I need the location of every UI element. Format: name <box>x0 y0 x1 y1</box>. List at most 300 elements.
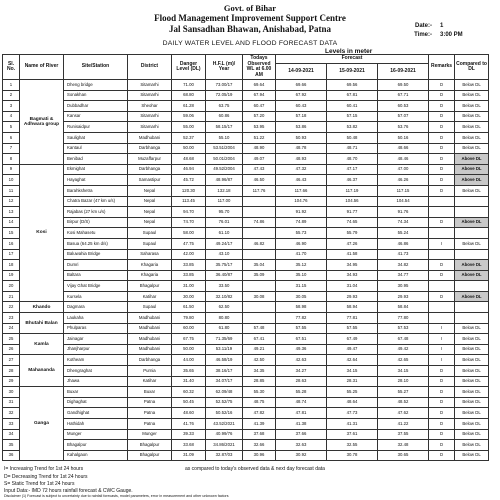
cell-station: Dagmara <box>64 302 128 313</box>
cell-forecast-2: 48.64 <box>327 397 378 408</box>
cell-forecast-1: 47.32 <box>276 164 327 175</box>
cell-sl-no: 7 <box>3 143 20 154</box>
cell-river-group: Bagmati & Adhwara group <box>20 80 64 165</box>
cell-remarks <box>429 281 455 292</box>
cell-forecast-1: 69.66 <box>276 80 327 91</box>
cell-remarks: D <box>429 408 455 419</box>
cell-forecast-3: 34.77 <box>378 270 429 281</box>
cell-danger-level: 61.28 <box>172 101 206 112</box>
cell-remarks: I <box>429 344 455 355</box>
date-line <box>415 23 470 29</box>
cell-forecast-3: 67.48 <box>378 334 429 345</box>
cell-remarks: D <box>429 185 455 196</box>
cell-forecast-3: 67.71 <box>378 90 429 101</box>
table-row <box>3 164 489 175</box>
cell-sl-no: 10 <box>3 175 20 186</box>
cell-observed: 67.94 <box>243 90 276 101</box>
cell-sl-no: 1 <box>3 80 20 91</box>
cell-hfl: 49.24/17 <box>206 238 243 249</box>
cell-observed <box>243 249 276 260</box>
cell-forecast-1: 46.90 <box>276 238 327 249</box>
cell-district: Bhagalpur <box>128 450 172 461</box>
table-row <box>3 291 489 302</box>
cell-compared: Below DL <box>455 111 489 122</box>
cell-forecast-1: 42.63 <box>276 355 327 366</box>
cell-forecast-2: 74.65 <box>327 217 378 228</box>
cell-station: Kantaul <box>64 143 128 154</box>
cell-district: Darbhanga <box>128 164 172 175</box>
table-row <box>3 387 489 398</box>
cell-remarks: D <box>429 217 455 228</box>
cell-forecast-2: 49.47 <box>327 344 378 355</box>
table-row <box>3 376 489 387</box>
cell-forecast-1: 46.43 <box>276 175 327 186</box>
table-row <box>3 90 489 101</box>
cell-remarks: I <box>429 355 455 366</box>
cell-station: Kursela <box>64 291 128 302</box>
cell-forecast-1: 57.55 <box>276 323 327 334</box>
cell-forecast-1: 30.92 <box>276 450 327 461</box>
cell-remarks: D <box>429 376 455 387</box>
cell-danger-level: 79.80 <box>172 313 206 324</box>
table-row <box>3 228 489 239</box>
cell-remarks <box>429 207 455 218</box>
cell-observed: 47.82 <box>243 408 276 419</box>
cell-remarks <box>429 249 455 260</box>
cell-forecast-2: 41.31 <box>327 419 378 430</box>
cell-remarks: D <box>429 111 455 122</box>
cell-danger-level: 71.00 <box>172 80 206 91</box>
cell-danger-level: 48.60 <box>172 408 206 419</box>
cell-hfl: 52.52/75 <box>206 397 243 408</box>
cell-station: Ekmighat <box>64 164 128 175</box>
cell-sl-no: 29 <box>3 376 20 387</box>
cell-district: Khagaria <box>128 260 172 271</box>
cell-remarks <box>429 313 455 324</box>
cell-forecast-1: 60.43 <box>276 101 327 112</box>
cell-remarks: D <box>429 429 455 440</box>
cell-hfl: 73.00/17 <box>206 80 243 91</box>
cell-hfl: 76.01 <box>206 217 243 228</box>
cell-district: Samastipur <box>128 175 172 186</box>
cell-observed: 74.86 <box>243 217 276 228</box>
cell-remarks <box>429 302 455 313</box>
cell-station: Kahalgaon <box>64 450 128 461</box>
cell-station: Phulparas <box>64 323 128 334</box>
cell-forecast-2: 47.17 <box>327 164 378 175</box>
cell-forecast-1: 49.36 <box>276 344 327 355</box>
cell-danger-level: 50.45 <box>172 397 206 408</box>
cell-forecast-2: 117.19 <box>327 185 378 196</box>
cell-forecast-2: 58.94 <box>327 302 378 313</box>
cell-river-group: Ganga <box>20 387 64 461</box>
cell-station: Jhawa <box>64 376 128 387</box>
cell-forecast-2: 67.81 <box>327 90 378 101</box>
cell-forecast-3: 34.15 <box>378 366 429 377</box>
cell-danger-level: 30.00 <box>172 291 206 302</box>
cell-station: Rajabas (27 km u/s) <box>64 207 128 218</box>
cell-sl-no: 9 <box>3 164 20 175</box>
cell-forecast-1: 91.92 <box>276 207 327 218</box>
cell-sl-no: 5 <box>3 122 20 133</box>
cell-observed: 57.48 <box>243 323 276 334</box>
cell-sl-no: 19 <box>3 270 20 281</box>
cell-remarks: D <box>429 440 455 451</box>
cell-forecast-3: 34.82 <box>378 260 429 271</box>
cell-danger-level: 44.00 <box>172 355 206 366</box>
date-label: Date:- <box>414 23 432 29</box>
legend-increasing: I= Increasing Trend for 1st 24 hours <box>4 466 84 472</box>
cell-observed <box>243 281 276 292</box>
cell-district: Patna <box>128 408 172 419</box>
cell-compared: Below DL <box>455 122 489 133</box>
cell-danger-level: 45.72 <box>172 175 206 186</box>
cell-forecast-3: 47.62 <box>378 408 429 419</box>
comparison-note: as compared to today's observed data & next day forecast data <box>185 466 325 472</box>
cell-danger-level: 94.70 <box>172 207 206 218</box>
cell-compared: Above DL <box>455 217 489 228</box>
cell-forecast-2: 28.31 <box>327 376 378 387</box>
cell-compared: Below DL <box>455 387 489 398</box>
cell-hfl: 36.40/87 <box>206 270 243 281</box>
col-date-1: 14-09-2021 <box>276 64 327 80</box>
cell-district: Supaul <box>128 228 172 239</box>
cell-observed: 49.07 <box>243 154 276 165</box>
cell-compared: Below DL <box>455 440 489 451</box>
cell-hfl: 60.86 <box>206 111 243 122</box>
cell-river-group: Kosi <box>20 164 64 302</box>
cell-sl-no: 34 <box>3 429 20 440</box>
cell-sl-no: 28 <box>3 366 20 377</box>
cell-observed: 69.64 <box>243 80 276 91</box>
cell-forecast-3: 58.84 <box>378 302 429 313</box>
cell-hfl: 58.15/17 <box>206 122 243 133</box>
cell-station: Kansar <box>64 111 128 122</box>
cell-observed <box>243 196 276 207</box>
cell-district: Sitamarhi <box>128 111 172 122</box>
units-note: Levels in meter <box>325 48 373 55</box>
cell-forecast-3: 47.00 <box>378 164 429 175</box>
time-label: Time:- <box>414 32 432 38</box>
cell-observed: 57.20 <box>243 111 276 122</box>
col-observed: Todays Observed WL at 6.00 AM <box>243 55 276 80</box>
col-hfl: H.F.L (m)/ Year <box>206 55 243 80</box>
cell-forecast-2: 104.56 <box>327 196 378 207</box>
cell-observed: 46.50 <box>243 175 276 186</box>
cell-compared <box>455 228 489 239</box>
cell-remarks: D <box>429 387 455 398</box>
cell-station: Vijay Ghat Bridge <box>64 281 128 292</box>
cell-hfl: 62.09/48 <box>206 387 243 398</box>
col-remarks: Remarks <box>429 55 455 80</box>
cell-forecast-3: 117.15 <box>378 185 429 196</box>
cell-remarks: D <box>429 260 455 271</box>
cell-hfl: 117.00 <box>206 196 243 207</box>
cell-compared: Below DL <box>455 185 489 196</box>
cell-forecast-2: 41.58 <box>327 249 378 260</box>
cell-compared: Below DL <box>455 408 489 419</box>
cell-danger-level: 59.06 <box>172 111 206 122</box>
cell-forecast-1: 31.15 <box>276 281 327 292</box>
cell-compared: Below DL <box>455 80 489 91</box>
cell-forecast-2: 50.48 <box>327 132 378 143</box>
cell-remarks: D <box>429 132 455 143</box>
table-row <box>3 143 489 154</box>
cell-sl-no: 24 <box>3 323 20 334</box>
cell-hfl: 32.10/82 <box>206 291 243 302</box>
cell-station: Dighaghat <box>64 397 128 408</box>
cell-compared: Below DL <box>455 101 489 112</box>
cell-forecast-2: 32.55 <box>327 440 378 451</box>
legend-decreasing: D= Decreasing Trend for 1st 24 hours <box>4 474 88 480</box>
cell-forecast-3: 29.93 <box>378 291 429 302</box>
cell-remarks <box>429 196 455 207</box>
table-row <box>3 313 489 324</box>
cell-forecast-1: 74.89 <box>276 217 327 228</box>
cell-district: Madhubani <box>128 334 172 345</box>
cell-remarks: D <box>429 164 455 175</box>
cell-district: Nepal <box>128 185 172 196</box>
cell-hfl: 61.10 <box>206 228 243 239</box>
cell-river-group: Khando <box>20 302 64 313</box>
cell-sl-no: 3 <box>3 101 20 112</box>
col-date-3: 16-09-2021 <box>378 64 429 80</box>
table-row <box>3 217 489 228</box>
cell-river-group: Kamla <box>20 334 64 355</box>
cell-remarks: I <box>429 323 455 334</box>
col-danger-level: Danger Level (DL) <box>172 55 206 80</box>
cell-forecast-3: 48.52 <box>378 397 429 408</box>
cell-river-group: Bhutahi Balan <box>20 313 64 334</box>
table-row <box>3 355 489 366</box>
cell-forecast-2: 53.82 <box>327 122 378 133</box>
cell-forecast-1: 50.93 <box>276 132 327 143</box>
cell-station: Jainagar <box>64 334 128 345</box>
cell-sl-no: 6 <box>3 132 20 143</box>
cell-sl-no: 21 <box>3 291 20 302</box>
cell-forecast-2: 55.79 <box>327 228 378 239</box>
table-row <box>3 270 489 281</box>
cell-forecast-1: 55.28 <box>276 387 327 398</box>
cell-forecast-2: 69.56 <box>327 80 378 91</box>
col-date-2: 15-09-2021 <box>327 64 378 80</box>
table-row <box>3 122 489 133</box>
cell-hfl: 62.50 <box>206 302 243 313</box>
cell-forecast-1: 47.81 <box>276 408 327 419</box>
cell-sl-no: 8 <box>3 154 20 165</box>
table-row <box>3 260 489 271</box>
cell-observed: 30.96 <box>243 450 276 461</box>
cell-forecast-1: 35.12 <box>276 260 327 271</box>
cell-hfl: 32.87/03 <box>206 450 243 461</box>
cell-forecast-2: 34.95 <box>327 260 378 271</box>
cell-hfl: 95.70 <box>206 207 243 218</box>
cell-forecast-3: 41.22 <box>378 419 429 430</box>
cell-compared <box>455 196 489 207</box>
cell-sl-no: 16 <box>3 238 20 249</box>
cell-compared: Below DL <box>455 238 489 249</box>
cell-danger-level: 33.85 <box>172 270 206 281</box>
cell-forecast-2: 47.73 <box>327 408 378 419</box>
cell-sl-no: 25 <box>3 334 20 345</box>
table-row <box>3 323 489 334</box>
cell-forecast-2: 29.93 <box>327 291 378 302</box>
cell-remarks: D <box>429 154 455 165</box>
cell-remarks: D <box>429 366 455 377</box>
cell-forecast-1: 37.66 <box>276 429 327 440</box>
cell-district: Sitamarhi <box>128 122 172 133</box>
cell-forecast-3: 55.27 <box>378 387 429 398</box>
cell-forecast-2: 55.25 <box>327 387 378 398</box>
cell-district: Bhagalpur <box>128 440 172 451</box>
cell-danger-level: 60.32 <box>172 387 206 398</box>
time-value: 3:00 PM <box>440 32 463 38</box>
cell-hfl: 50.52/16 <box>206 408 243 419</box>
cell-danger-level: 120.30 <box>172 185 206 196</box>
table-row <box>3 185 489 196</box>
cell-forecast-1: 117.66 <box>276 185 327 196</box>
input-data-note: Input Data:- IMD 72 hours rainfall forecast & CWC Gauge. <box>4 488 133 494</box>
cell-compared <box>455 313 489 324</box>
cell-district: Khagaria <box>128 270 172 281</box>
cell-observed: 51.22 <box>243 132 276 143</box>
cell-hfl: 40.99/76 <box>206 429 243 440</box>
centre-name: Flood Management Improvement Support Centre <box>154 13 346 23</box>
cell-forecast-2: 34.15 <box>327 366 378 377</box>
cell-sl-no: 35 <box>3 440 20 451</box>
cell-danger-level: 58.00 <box>172 228 206 239</box>
cell-station: Kotheam <box>64 355 128 366</box>
cell-hfl: 49.52/2004 <box>206 164 243 175</box>
cell-observed: 28.85 <box>243 376 276 387</box>
cell-forecast-3: 28.10 <box>378 376 429 387</box>
disclaimer: Disclaimer (1) Forecast is subject to uncertainty due to rainfall forecasts, model parameters, error in measurement and other unknown factors <box>4 494 229 498</box>
cell-river-group: Mahananda <box>20 355 64 387</box>
cell-forecast-2: 57.15 <box>327 111 378 122</box>
cell-remarks: D <box>429 270 455 281</box>
cell-compared <box>455 302 489 313</box>
cell-hfl: 33.50 <box>206 281 243 292</box>
cell-forecast-2: 37.61 <box>327 429 378 440</box>
cell-district: Saharasa <box>128 249 172 260</box>
cell-hfl: 48.96/87 <box>206 175 243 186</box>
cell-forecast-3: 46.86 <box>378 238 429 249</box>
cell-district: Patna <box>128 419 172 430</box>
cell-forecast-3: 57.07 <box>378 111 429 122</box>
cell-station: Benibad <box>64 154 128 165</box>
org-name: Govt. of Bihar <box>223 3 277 13</box>
cell-observed: 37.68 <box>243 429 276 440</box>
cell-compared: Above DL <box>455 291 489 302</box>
cell-district: Katihar <box>128 291 172 302</box>
cell-forecast-1: 32.63 <box>276 440 327 451</box>
cell-forecast-1: 48.74 <box>276 397 327 408</box>
cell-danger-level: 50.00 <box>172 344 206 355</box>
cell-observed: 67.41 <box>243 334 276 345</box>
cell-compared: Below DL <box>455 323 489 334</box>
cell-danger-level: 113.45 <box>172 196 206 207</box>
cell-district: Muzaffarpur <box>128 154 172 165</box>
col-river: Name of River <box>20 55 64 80</box>
cell-danger-level: 31.09 <box>172 450 206 461</box>
cell-remarks: D <box>429 419 455 430</box>
cell-district: Katihar <box>128 376 172 387</box>
cell-district: Madhubani <box>128 313 172 324</box>
cell-hfl: 34.86/2021 <box>206 440 243 451</box>
cell-sl-no: 2 <box>3 90 20 101</box>
cell-forecast-1: 67.92 <box>276 90 327 101</box>
cell-danger-level: 33.85 <box>172 260 206 271</box>
table-row <box>3 249 489 260</box>
cell-forecast-1: 58.98 <box>276 302 327 313</box>
cell-forecast-1: 77.82 <box>276 313 327 324</box>
table-row <box>3 450 489 461</box>
cell-forecast-3: 37.55 <box>378 429 429 440</box>
cell-compared: Above DL <box>455 154 489 165</box>
cell-compared: Above DL <box>455 260 489 271</box>
cell-observed: 46.82 <box>243 238 276 249</box>
cell-observed: 117.76 <box>243 185 276 196</box>
cell-forecast-3: 48.46 <box>378 154 429 165</box>
cell-compared: Above DL <box>455 164 489 175</box>
cell-forecast-2: 91.77 <box>327 207 378 218</box>
cell-remarks: D <box>429 175 455 186</box>
table-row <box>3 111 489 122</box>
cell-hfl: 43.10 <box>206 249 243 260</box>
cell-observed: 48.90 <box>243 143 276 154</box>
cell-danger-level: 60.00 <box>172 323 206 334</box>
cell-district: Supaul <box>128 238 172 249</box>
cell-observed: 60.47 <box>243 101 276 112</box>
cell-station: Bhagalpur <box>64 440 128 451</box>
cell-observed: 35.09 <box>243 270 276 281</box>
cell-hfl: 43.52/2021 <box>206 419 243 430</box>
cell-compared: Below DL <box>455 90 489 101</box>
cell-observed: 34.35 <box>243 366 276 377</box>
cell-forecast-1: 41.38 <box>276 419 327 430</box>
cell-remarks: I <box>429 334 455 345</box>
cell-forecast-2: 30.78 <box>327 450 378 461</box>
cell-station: Dhengraghat <box>64 366 128 377</box>
cell-compared: Above DL <box>455 270 489 281</box>
centre-address: Jal Sansadhan Bhawan, Anishabad, Patna <box>168 24 332 34</box>
cell-remarks: D <box>429 80 455 91</box>
cell-station: Sonakhan <box>64 90 128 101</box>
cell-observed: 35.04 <box>243 260 276 271</box>
cell-forecast-2: 34.93 <box>327 270 378 281</box>
cell-danger-level: 31.00 <box>172 281 206 292</box>
table-row <box>3 440 489 451</box>
cell-forecast-1: 35.10 <box>276 270 327 281</box>
cell-danger-level: 42.00 <box>172 249 206 260</box>
cell-compared: Below DL <box>455 355 489 366</box>
cell-compared: Below DL <box>455 376 489 387</box>
cell-danger-level: 46.94 <box>172 164 206 175</box>
cell-danger-level: 33.68 <box>172 440 206 451</box>
cell-forecast-2: 48.71 <box>327 143 378 154</box>
cell-forecast-3: 57.53 <box>378 323 429 334</box>
cell-station: Hathidah <box>64 419 128 430</box>
table-row <box>3 408 489 419</box>
cell-hfl: 46.58/19 <box>206 355 243 366</box>
cell-observed: 47.43 <box>243 164 276 175</box>
cell-forecast-3: 60.53 <box>378 101 429 112</box>
cell-forecast-3: 30.65 <box>378 450 429 461</box>
cell-compared <box>455 249 489 260</box>
col-sl-no: Sl. No. <box>3 55 20 80</box>
cell-sl-no: 15 <box>3 228 20 239</box>
cell-sl-no: 11 <box>3 185 20 196</box>
